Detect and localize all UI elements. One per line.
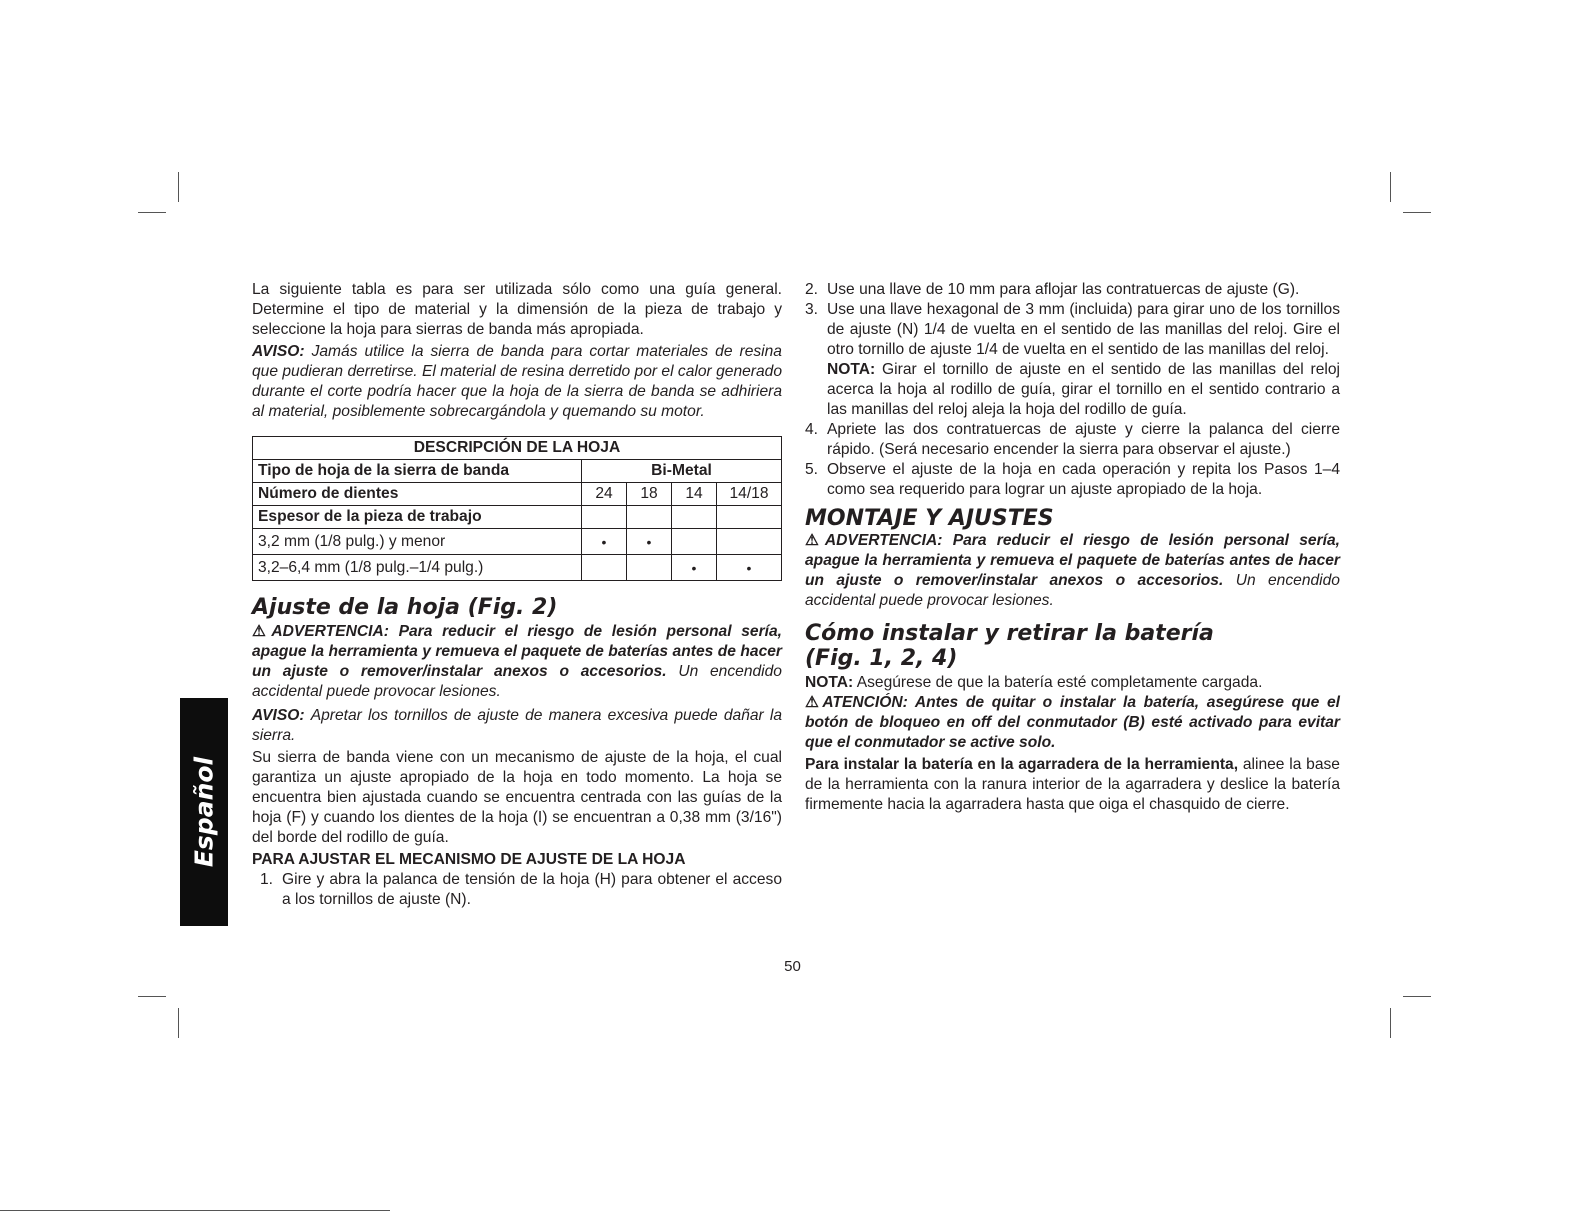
step-number: 2.	[805, 281, 819, 298]
row-label: 3,2 mm (1/8 pulg.) y menor	[253, 529, 582, 555]
step-text: Gire y abra la palanca de tensión de la hoja (H) para obtener el acceso a los tornillos de ajuste (N).	[282, 871, 782, 908]
nota-paragraph	[805, 673, 1340, 693]
attention-paragraph	[805, 693, 1340, 753]
warning-icon: ⚠	[805, 532, 825, 549]
step-number: 5.	[805, 461, 819, 478]
list-item	[252, 870, 782, 910]
aviso-label: AVISO:	[252, 343, 305, 360]
aviso-paragraph	[252, 342, 782, 422]
row-mark: •	[582, 529, 627, 555]
row-mark	[627, 555, 672, 581]
nota-text: Asegúrese de que la batería esté completamente cargada.	[856, 674, 1263, 691]
row-mark: •	[627, 529, 672, 555]
warning-text: ADVERTENCIA: Para reducir el riesgo de lesión personal sería, apague la herramienta y remueva el paquete de baterías antes de hacer un ajuste o remover/instalar anexos o accesorios.	[252, 623, 783, 680]
language-tab-label: Español	[189, 756, 219, 868]
step-text: Use una llave de 10 mm para aflojar las contratuercas de ajuste (G).	[827, 281, 1300, 298]
list-item	[805, 420, 1340, 460]
aviso2-paragraph	[252, 706, 782, 746]
table-title: DESCRIPCIÓN DE LA HOJA	[253, 437, 782, 460]
install-lead: Para instalar la batería en la agarradera de la herramienta,	[805, 756, 1239, 773]
step-text: Use una llave hexagonal de 3 mm (incluida) para girar uno de los tornillos de ajuste (N) 1/4 de vuelta en el sentido de las manillas del reloj. Gire el otro tornillo de ajuste 1/4 de vuelta en el sentido de las manillas del reloj.	[827, 301, 1340, 358]
step-number: 4.	[805, 421, 819, 438]
type-value: Bi-Metal	[582, 460, 782, 483]
bottom-rule	[0, 1210, 390, 1211]
warning-paragraph	[805, 531, 1340, 611]
teeth-cell: 24	[582, 483, 627, 506]
row-mark	[717, 529, 782, 555]
page-number: 50	[784, 958, 801, 975]
row-mark	[672, 529, 717, 555]
teeth-cell: 14/18	[717, 483, 782, 506]
section-heading	[805, 621, 1340, 671]
warning-icon: ⚠	[805, 694, 823, 711]
right-column	[805, 280, 1340, 815]
crop-mark	[1403, 996, 1431, 997]
list-item	[805, 300, 1340, 420]
list-item	[805, 280, 1340, 300]
crop-mark	[1390, 172, 1391, 202]
warning-note: Un encendido accidental puede provocar lesiones.	[252, 663, 782, 700]
teeth-cell: 18	[627, 483, 672, 506]
note-paragraph	[827, 360, 1340, 420]
row-mark: •	[672, 555, 717, 581]
warning-note: Un encendido accidental puede provocar lesiones.	[805, 572, 1340, 609]
row-mark: •	[717, 555, 782, 581]
aviso2-label: AVISO:	[252, 707, 305, 724]
subheading: PARA AJUSTAR EL MECANISMO DE AJUSTE DE LA HOJA	[252, 851, 686, 868]
attention-text: ATENCIÓN: Antes de quitar o instalar la batería, asegúrese que el botón de bloqueo en off del conmutador (B) esté activado para evitar que el conmutador se active solo.	[805, 694, 1340, 751]
warning-text: ADVERTENCIA: Para reducir el riesgo de lesión personal sería, apague la herramienta y remueva el paquete de baterías antes de hacer un ajuste o remover/instalar anexos o accesorios.	[805, 532, 1340, 589]
row-label: 3,2–6,4 mm (1/8 pulg.–1/4 pulg.)	[253, 555, 582, 581]
intro-paragraph: La siguiente tabla es para ser utilizada sólo como una guía general. Determine el tipo de material y la dimensión de la pieza de trabajo y seleccione la hoja para sierras de banda más apropiada.	[252, 281, 782, 338]
nota-label: NOTA:	[805, 674, 854, 691]
aviso2-text: Apretar los tornillos de ajuste de manera excesiva puede dañar la sierra.	[252, 707, 782, 744]
warning-icon: ⚠	[252, 623, 272, 640]
thickness-label: Espesor de la pieza de trabajo	[253, 506, 582, 529]
list-item	[805, 460, 1340, 500]
install-paragraph	[805, 755, 1340, 815]
crop-mark	[178, 1008, 179, 1038]
crop-mark	[1403, 212, 1431, 213]
install-text: alinee la base de la herramienta con la ranura interior de la agarradera y deslice la batería firmemente hacia la agarradera hasta que oiga el chasquido de cierre.	[805, 756, 1340, 813]
step-list	[805, 280, 1340, 500]
warning-paragraph	[252, 622, 782, 702]
body-paragraph: Su sierra de banda viene con un mecanismo de ajuste de la hoja, el cual garantiza un ajuste apropiado de la hoja en todo momento. La hoja se encuentra bien ajustada cuando se encuentra centrada con las guías de la hoja (F) y cuando los dientes de la hoja (I) se encuentran a 0,38 mm (3/16") del borde del rodillo de guía.	[252, 749, 782, 846]
step-number: 3.	[805, 301, 819, 318]
heading-line: (Fig. 1, 2, 4)	[805, 646, 958, 671]
row-mark	[582, 555, 627, 581]
crop-mark	[138, 212, 166, 213]
section-heading: MONTAJE Y AJUSTES	[805, 506, 1054, 531]
left-column	[252, 280, 782, 910]
type-label: Tipo de hoja de la sierra de banda	[253, 460, 582, 483]
step-list	[252, 870, 782, 910]
teeth-cell: 14	[672, 483, 717, 506]
language-tab	[180, 698, 228, 926]
teeth-label: Número de dientes	[253, 483, 582, 506]
note-text: Girar el tornillo de ajuste en el sentido de las manillas del reloj acerca la hoja al rodillo de guía, girar el tornillo en el sentido contrario a las manillas del reloj aleja la hoja del rodillo de guía.	[827, 361, 1340, 418]
note-label: NOTA:	[827, 361, 876, 378]
crop-mark	[1390, 1008, 1391, 1038]
aviso-text: Jamás utilice la sierra de banda para cortar materiales de resina que pudieran derretirse. El material de resina derretido por el calor generado durante el corte podría hacer que la hoja de la sierra de banda se adhiriera al material, posiblemente sobrecargándola y quemando su motor.	[252, 343, 782, 420]
step-text: Observe el ajuste de la hoja en cada operación y repita los Pasos 1–4 como sea requerido para lograr un ajuste apropiado de la hoja.	[827, 461, 1340, 498]
section-heading: Ajuste de la hoja (Fig. 2)	[252, 595, 558, 620]
step-text: Apriete las dos contratuercas de ajuste y cierre la palanca del cierre rápido. (Será necesario encender la sierra para observar el ajuste.)	[827, 421, 1340, 458]
blade-table	[252, 436, 782, 581]
step-number: 1.	[260, 871, 274, 888]
heading-line: Cómo instalar y retirar la batería	[805, 621, 1214, 646]
crop-mark	[178, 172, 179, 202]
crop-mark	[138, 996, 166, 997]
